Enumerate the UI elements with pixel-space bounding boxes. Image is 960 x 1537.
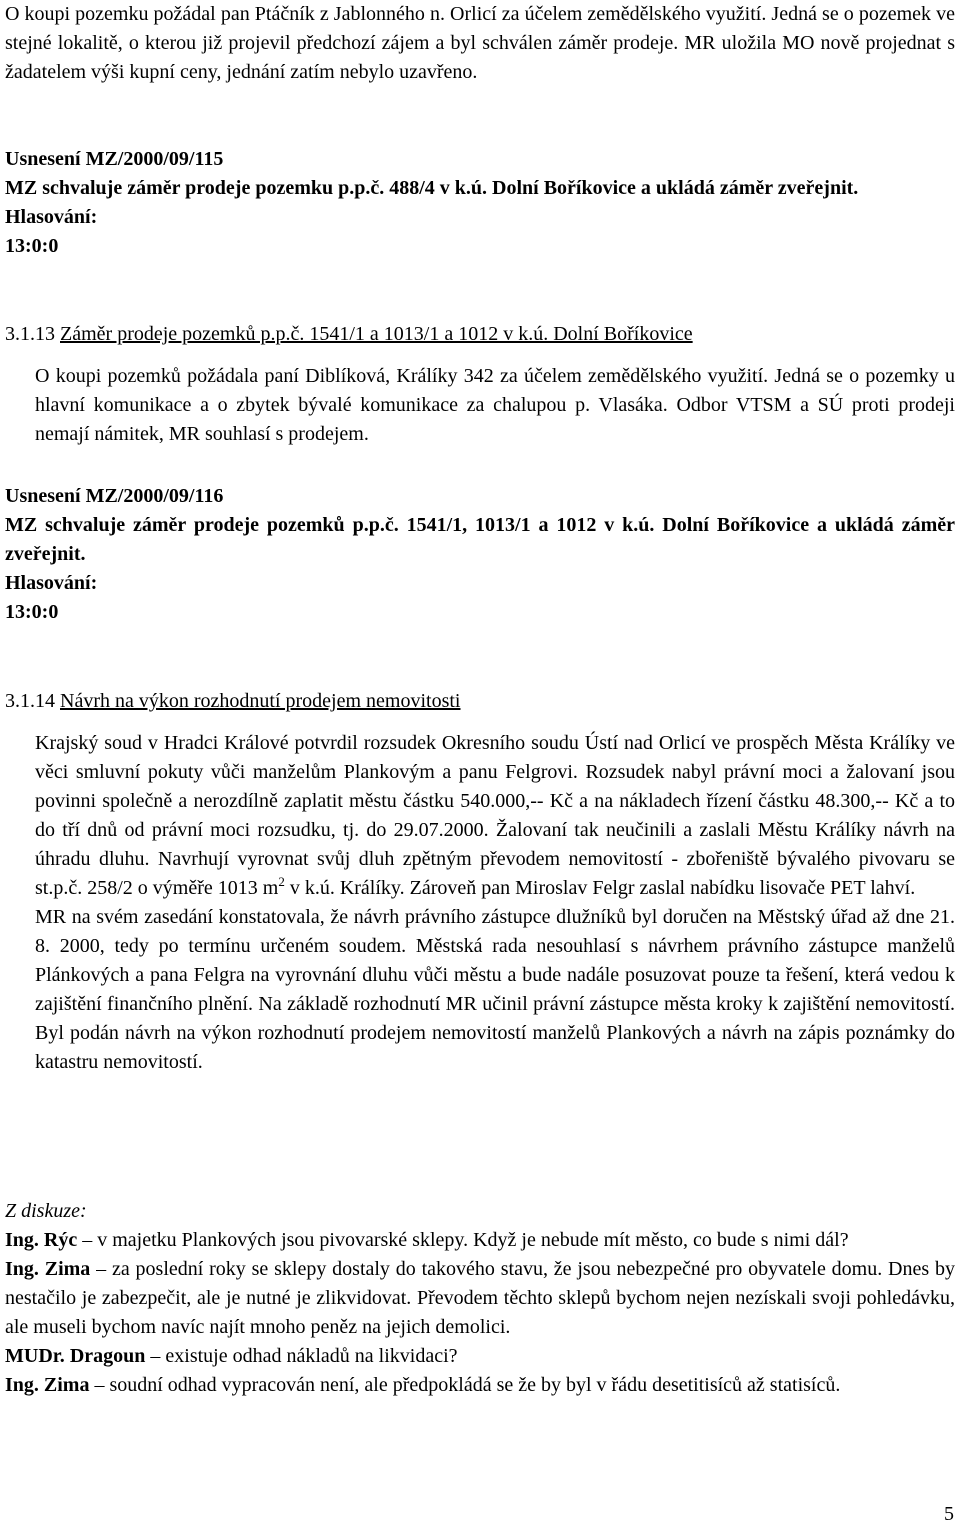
- resolution-heading: Usnesení MZ/2000/09/115: [5, 148, 224, 170]
- section-heading: [5, 687, 955, 716]
- vote-label: Hlasování:: [5, 572, 98, 594]
- dash: –: [150, 1345, 161, 1367]
- speaker-name: Rýc: [43, 1229, 78, 1251]
- section-3-1-13-paragraph: O koupi pozemků požádala paní Diblíková, Králíky 342 za účelem zemědělského využití. Jedná se o pozemky u hlavní komunikace a o zbytek bývalé komunikace za chalupou p. Vlasáka. Odbor VTSM a SÚ proti prodeji nemají námitek, MR souhlasí s prodejem.: [35, 365, 955, 445]
- entry-text: existuje odhad nákladů na likvidaci?: [160, 1345, 458, 1367]
- discussion-label: Z diskuze:: [5, 1200, 87, 1222]
- discussion-entry: [5, 1342, 955, 1371]
- superscript: 2: [278, 874, 285, 889]
- dash: –: [82, 1229, 93, 1251]
- page-number: 5: [944, 1503, 954, 1525]
- speaker-name: Zima: [43, 1374, 90, 1396]
- speaker-name: Zima: [44, 1258, 91, 1280]
- discussion-entry: [5, 1255, 955, 1342]
- section-3-1-14-body: [35, 729, 955, 1077]
- section-heading: [5, 320, 955, 349]
- dash: –: [94, 1374, 105, 1396]
- resolution-text: MZ schvaluje záměr prodeje pozemku p.p.č. 488/4 v k.ú. Dolní Boříkovice a ukládá záměr zveřejnit.: [5, 177, 859, 199]
- speaker-name: Dragoun: [69, 1345, 146, 1367]
- section-3-1-13: [5, 320, 955, 349]
- section-number: 3.1.13: [5, 323, 55, 345]
- section-title: Návrh na výkon rozhodnutí prodejem nemovitosti: [60, 690, 461, 712]
- section-paragraph: MR na svém zasedání konstatovala, že návrh právního zástupce dlužníků byl doručen na Městský úřad až dne 21. 8. 2000, tedy po termínu určeném soudem. Městská rada nesouhlasí s návrhem právního zástupce manželů Plánkových a pana Felgra na vyrovnání dluhu vůči městu a bude nadále posuzovat pouze ta řešení, která vedou k zajištění finančního plnění. Na základě rozhodnutí MR učinil právní zástupce města kroky k zajištění nemovitostí. Byl podán návrh na výkon rozhodnutí prodejem nemovitostí manželů Plankových a návrh na zápis poznámky do katastru nemovitostí.: [35, 906, 955, 1073]
- discussion-entry: [5, 1226, 955, 1255]
- paragraph-text: Krajský soud v Hradci Králové potvrdil rozsudek Okresního soudu Ústí nad Orlicí ve prospěch Města Králíky ve věci smluvní pokuty vůči manželům Plankovým a panu Felgrovi. Rozsudek nabyl právní moci a žalovaní jsou povinni společně a nerozdílně zaplatit městu částku 540.000,-- Kč a na nákladech řízení částku 48.300,-- Kč a to do tří dnů od právní moci rozsudku, tj. do 29.07.2000. Žalovaní tak neučinili a zaslali Městu Králíky návrh na úhradu dluhu. Navrhují vyrovnat svůj dluh zpětným převodem nemovitostí - zbořeniště bývalého pivovaru se st.p.č. 258/2 o výměře 1013 m: [35, 732, 955, 899]
- entry-text: soudní odhad vypracován není, ale předpokládá se že by byl v řádu desetitisíců až statisíců.: [104, 1374, 841, 1396]
- vote-label: Hlasování:: [5, 206, 98, 228]
- paragraph-text: v k.ú. Králíky. Zároveň pan Miroslav Felgr zaslal nabídku lisovače PET lahví.: [284, 877, 916, 899]
- discussion-entry: [5, 1371, 955, 1400]
- vote-result: 13:0:0: [5, 235, 59, 257]
- resolution-text: MZ schvaluje záměr prodeje pozemků p.p.č. 1541/1, 1013/1 a 1012 v k.ú. Dolní Boříkovice a ukládá záměr zveřejnit.: [5, 514, 955, 565]
- speaker-title: MUDr.: [5, 1345, 65, 1367]
- speaker-title: Ing.: [5, 1374, 39, 1396]
- resolution-heading: Usnesení MZ/2000/09/116: [5, 485, 224, 507]
- section-title: Záměr prodeje pozemků p.p.č. 1541/1 a 1013/1 a 1012 v k.ú. Dolní Boříkovice: [60, 323, 693, 345]
- speaker-title: Ing.: [5, 1258, 39, 1280]
- section-number: 3.1.14: [5, 690, 55, 712]
- resolution-116: [5, 482, 955, 627]
- entry-text: za poslední roky se sklepy dostaly do takového stavu, že jsou nebezpečné pro obyvatele domu. Dnes by nestačilo je zabezpečit, ale je nutné je zlikvidovat. Převodem těchto sklepů bychom nejen nezískali svoji pohledávku, ale museli bychom navíc najít mnoho peněz na jejich demolici.: [5, 1258, 955, 1338]
- intro-paragraph: O koupi pozemku požádal pan Ptáčník z Jablonného n. Orlicí za účelem zemědělského využití. Jedná se o pozemek ve stejné lokalitě, o kterou již projevil předchozí zájem a byl schválen záměr prodeje. MR uložila MO nově projednat s žadatelem výši kupní ceny, jednání zatím nebylo uzavřeno.: [5, 3, 955, 83]
- dash: –: [96, 1258, 107, 1280]
- section-paragraph: [35, 729, 955, 903]
- entry-text: v majetku Plankových jsou pivovarské sklepy. Když je nebude mít město, co bude s nimi dál?: [92, 1229, 849, 1251]
- resolution-115: [5, 145, 955, 261]
- vote-result: 13:0:0: [5, 601, 59, 623]
- section-3-1-14: [5, 687, 955, 716]
- speaker-title: Ing.: [5, 1229, 39, 1251]
- discussion: [5, 1197, 955, 1400]
